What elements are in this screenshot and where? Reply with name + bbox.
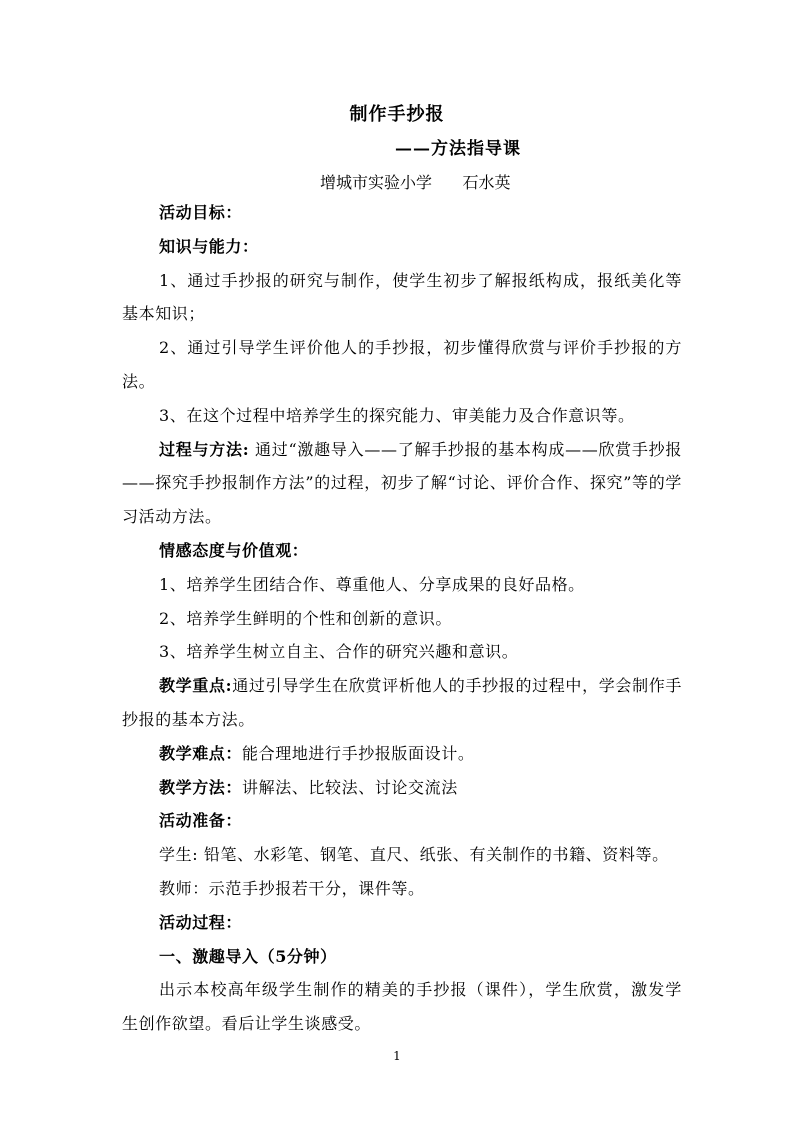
process-method-text: 通过“激趣导入——了解手抄报的基本构成——欣赏手抄报——探究手抄报制作方法”的过程，初步了解“讨论、评价合作、探究”等的学习活动方法。 <box>122 439 682 527</box>
knowledge-item-2: 2、通过引导学生评价他人的手抄报，初步懂得欣赏与评价手抄报的方法。 <box>122 338 682 391</box>
knowledge-item-1: 1、通过手抄报的研究与制作，使学生初步了解报纸构成，报纸美化等基本知识； <box>122 270 682 324</box>
difficulty-paragraph <box>122 737 682 771</box>
emotion-item-3: 3、培养学生树立自主、合作的研究兴趣和意识。 <box>159 642 519 662</box>
author-line: 增城市实验小学 石水英 <box>320 173 511 192</box>
step1-text: 出示本校高年级学生制作的精美的手抄报（课件），学生欣赏，激发学生创作欲望。看后让学生谈感受。 <box>122 980 682 1034</box>
prep-heading: 活动准备： <box>159 811 243 831</box>
page-number: 1 <box>393 1049 401 1063</box>
emotion-item-2: 2、培养学生鲜明的个性和创新的意识。 <box>159 608 452 628</box>
key-point-paragraph <box>122 669 682 737</box>
process-method-label: 过程与方法: <box>159 439 250 459</box>
goal-heading: 活动目标： <box>159 203 243 222</box>
document-body <box>122 196 682 1041</box>
method-text: 讲解法、比较法、讨论交流法 <box>242 777 458 797</box>
difficulty-text: 能合理地进行手抄报版面设计。 <box>242 743 475 763</box>
knowledge-item-3: 3、在这个过程中培养学生的探究能力、审美能力及合作意识等。 <box>159 405 635 425</box>
step1-heading: 一、激趣导入（5分钟） <box>159 946 337 966</box>
emotion-heading: 情感态度与价值观： <box>159 540 309 560</box>
prep-teacher: 教师：示范手抄报若干分，课件等。 <box>159 878 425 898</box>
key-point-label: 教学重点: <box>159 676 233 696</box>
document-title: 制作手抄报 <box>349 104 445 125</box>
process-heading: 活动过程： <box>159 912 243 932</box>
prep-students: 学生: 铅笔、水彩笔、钢笔、直尺、纸张、有关制作的书籍、资料等。 <box>159 845 669 865</box>
difficulty-label: 教学难点： <box>159 743 243 763</box>
process-method-paragraph <box>122 433 682 534</box>
knowledge-heading: 知识与能力： <box>159 236 259 256</box>
document-subtitle: ——方法指导课 <box>395 139 521 159</box>
emotion-item-1: 1、培养学生团结合作、尊重他人、分享成果的良好品格。 <box>159 574 585 594</box>
method-paragraph <box>122 771 682 805</box>
method-label: 教学方法： <box>159 777 243 797</box>
key-point-text: 通过引导学生在欣赏评析他人的手抄报的过程中，学会制作手抄报的基本方法。 <box>122 676 682 729</box>
